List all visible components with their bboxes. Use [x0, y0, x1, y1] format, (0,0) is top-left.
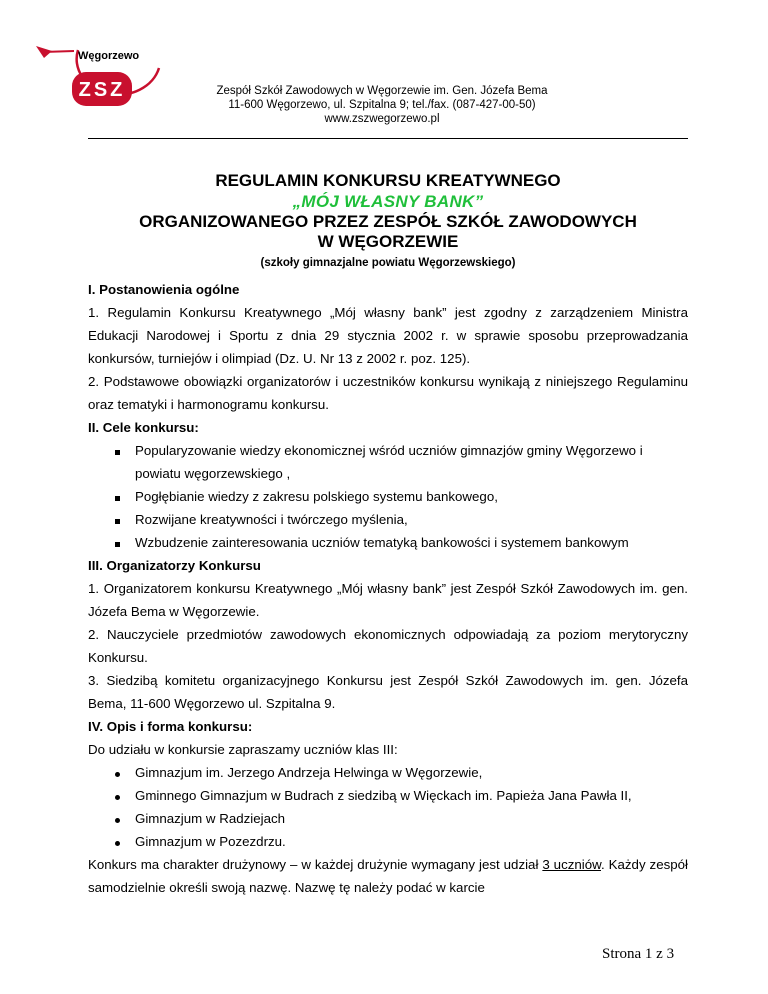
paragraph: 2. Podstawowe obowiązki organizatorów i uczestników konkursu wynikają z niniejszego Regulaminu oraz tematyki i harmonogramu konkursu.: [88, 374, 688, 412]
logo-initials-text: ZSZ: [78, 79, 126, 101]
school-website: www.zszwegorzewo.pl: [324, 113, 440, 125]
list-item: Gimnazjum w Radziejach: [88, 807, 688, 830]
square-bullet-icon: [115, 542, 120, 547]
school-address: 11-600 Węgorzewo, ul. Szpitalna 9; tel./fax. (087-427-00-50): [228, 99, 536, 111]
title-contest-name: „MÓJ WŁASNY BANK”: [292, 192, 484, 211]
document-body: [88, 278, 688, 899]
team-size-underlined: 3 uczniów: [542, 857, 601, 872]
square-bullet-icon: [115, 519, 120, 524]
schools-list: [88, 761, 688, 853]
paragraph: 1. Regulamin Konkursu Kreatywnego „Mój własny bank” jest zgodny z zarządzeniem Ministra Edukacji Narodowej i Sportu z dnia 29 stycznia 2002 r. w sprawie sposobu przeprowadzania konkursów, turniejów i olimpiad (Dz. U. Nr 13 z 2002 r. poz. 125).: [88, 305, 688, 366]
paragraph: 1. Organizatorem konkursu Kreatywnego „Mój własny bank” jest Zespół Szkół Zawodowych im. gen. Józefa Bema w Węgorzewie.: [88, 581, 688, 619]
school-name: Zespół Szkół Zawodowych w Węgorzewie im. Gen. Józefa Bema: [216, 85, 548, 97]
school-header: [170, 84, 594, 126]
list-item: Gimnazjum im. Jerzego Andrzeja Helwinga w Węgorzewie,: [88, 761, 688, 784]
paragraph: Konkurs ma charakter drużynowy – w każdej drużynie wymagany jest udział 3 uczniów. Każdy zespół samodzielnie określi swoją nazwę. Nazwę tę należy podać w karcie: [88, 857, 688, 895]
list-item: Gimnazjum w Pozezdrzu.: [88, 830, 688, 853]
list-item: Popularyzowanie wiedzy ekonomicznej wśród uczniów gimnazjów gminy Węgorzewo i powiatu węgorzewskiego ,: [88, 439, 688, 485]
list-item: Wzbudzenie zainteresowania uczniów tematyką bankowości i systemem bankowym: [88, 531, 688, 554]
list-item: Rozwijane kreatywności i twórczego myślenia,: [88, 508, 688, 531]
paragraph: Do udziału w konkursie zapraszamy uczniów klas III:: [88, 742, 398, 757]
list-item: Gminnego Gimnazjum w Budrach z siedzibą w Więckach im. Papieża Jana Pawła II,: [88, 784, 688, 807]
page-number: Strona 1 z 3: [602, 946, 675, 962]
section-heading: I. Postanowienia ogólne: [88, 282, 240, 297]
paragraph: 3. Siedzibą komitetu organizacyjnego Konkursu jest Zespół Szkół Zawodowych im. gen. Józefa Bema, 11-600 Węgorzewo ul. Szpitalna 9.: [88, 673, 688, 711]
logo-city-text: Węgorzewo: [78, 50, 140, 62]
square-bullet-icon: [115, 450, 120, 455]
title-line-1: REGULAMIN KONKURSU KREATYWNEGO: [215, 171, 561, 190]
goals-list: [88, 439, 688, 554]
square-bullet-icon: [115, 496, 120, 501]
round-bullet-icon: [115, 795, 120, 800]
school-logo: [34, 38, 166, 128]
round-bullet-icon: [115, 818, 120, 823]
title-line-3: ORGANIZOWANEGO PRZEZ ZESPÓŁ SZKÓŁ ZAWODOWYCH: [139, 212, 637, 231]
title-subtitle: (szkoły gimnazjalne powiatu Węgorzewskiego): [260, 257, 516, 269]
round-bullet-icon: [115, 772, 120, 777]
title-line-4: W WĘGORZEWIE: [317, 232, 459, 251]
list-item: Pogłębianie wiedzy z zakresu polskiego systemu bankowego,: [88, 485, 688, 508]
document-title: [88, 170, 688, 270]
header-divider: [88, 138, 688, 139]
paragraph: 2. Nauczyciele przedmiotów zawodowych ekonomicznych odpowiadają za poziom merytoryczny Konkursu.: [88, 627, 688, 665]
section-heading: III. Organizatorzy Konkursu: [88, 558, 261, 573]
section-heading: II. Cele konkursu:: [88, 420, 199, 435]
round-bullet-icon: [115, 841, 120, 846]
section-heading: IV. Opis i forma konkursu:: [88, 719, 253, 734]
